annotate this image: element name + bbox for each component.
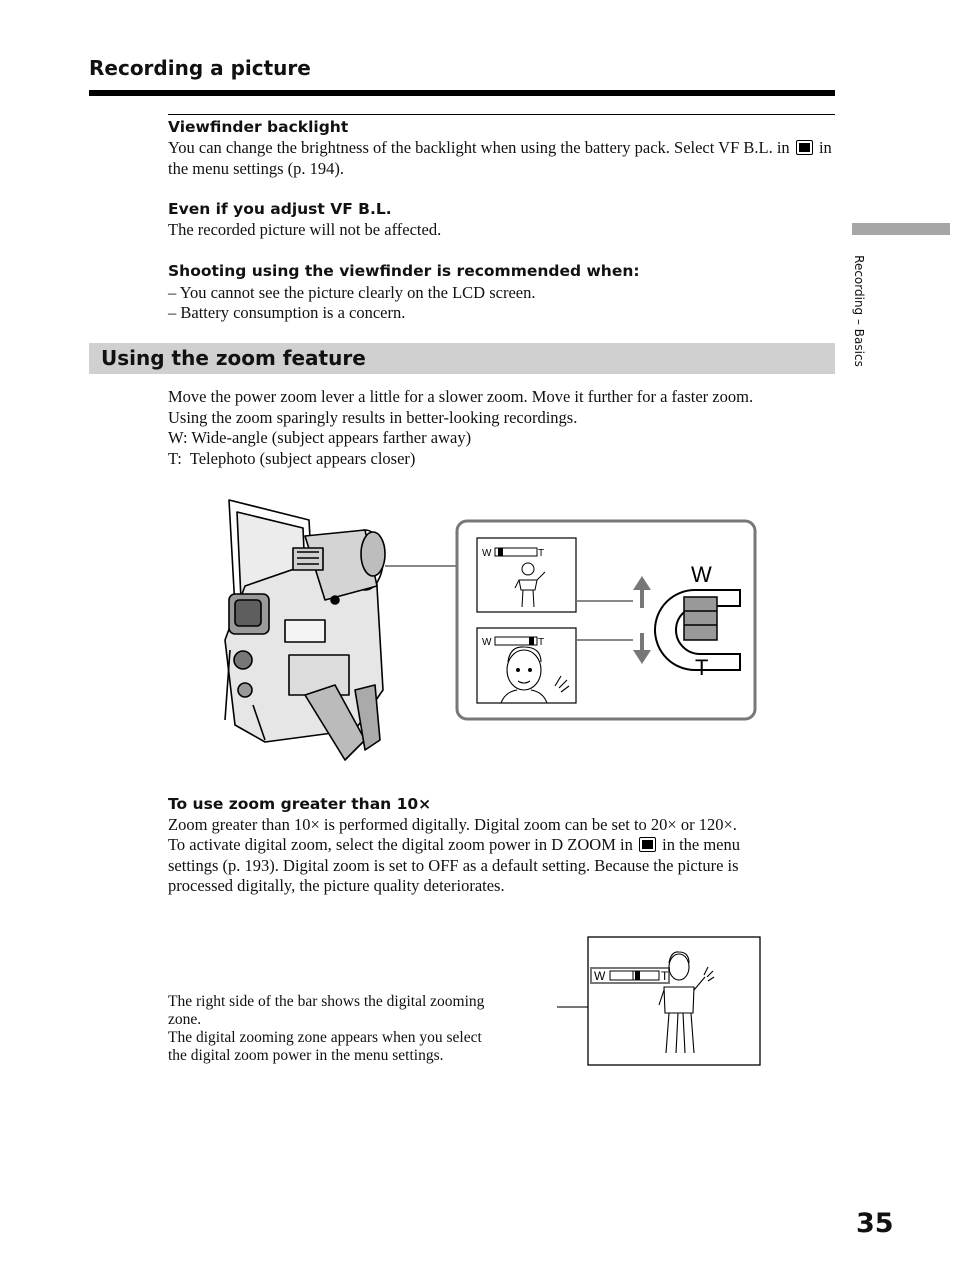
shooting-item: – Battery consumption is a concern. xyxy=(168,303,406,322)
lever-t-label: T xyxy=(695,655,709,680)
divider-rule xyxy=(168,114,835,115)
digital-bar-caption-line: the digital zoom power in the menu settings. xyxy=(168,1047,444,1064)
shooting-item: – You cannot see the picture clearly on the LCD screen. xyxy=(168,283,536,302)
title-rule xyxy=(89,90,835,96)
digital-zoom-text-line: processed digitally, the picture quality deteriorates. xyxy=(168,876,505,895)
tele-screen-w-label: W xyxy=(482,637,492,648)
shooting-recommended-heading: Shooting using the viewfinder is recommended when: xyxy=(168,262,640,280)
viewfinder-backlight-text xyxy=(168,138,836,179)
viewfinder-backlight-heading: Viewfinder backlight xyxy=(168,118,349,136)
zoom-paragraph-line: W: Wide-angle (subject appears farther away) xyxy=(168,428,472,447)
digital-zoom-heading: To use zoom greater than 10× xyxy=(168,795,432,813)
zoom-paragraph-line: Using the zoom sparingly results in better-looking recordings. xyxy=(168,408,578,427)
digital-zoom-text-a: To activate digital zoom, select the digital zoom power in D ZOOM in xyxy=(168,835,633,854)
even-if-adjust-text: The recorded picture will not be affected. xyxy=(168,220,442,239)
zoom-figure xyxy=(205,490,765,775)
tele-screen-t-label: T xyxy=(538,637,545,648)
zoom-paragraph-line: T: Telephoto (subject appears closer) xyxy=(168,449,416,468)
wide-screen-w-label: W xyxy=(482,548,492,559)
menu-camera-icon xyxy=(796,140,813,155)
viewfinder-backlight-text-b: in the menu settings (p. 194). xyxy=(168,138,832,178)
digital-zoom-text-line: Zoom greater than 10× is performed digitally. Digital zoom can be set to 20× or 120×. xyxy=(168,815,737,834)
digital-zoom-text-line xyxy=(168,835,740,856)
tele-screen-illustration xyxy=(477,628,576,703)
side-section-label: Recording – Basics xyxy=(852,255,866,367)
digital-bar-caption-line: The right side of the bar shows the digital zooming xyxy=(168,993,485,1010)
zoom-section-title: Using the zoom feature xyxy=(101,346,366,370)
camcorder-illustration xyxy=(225,500,385,760)
zoom-paragraph-line: Move the power zoom lever a little for a slower zoom. Move it further for a faster zoom. xyxy=(168,387,754,406)
digital-zoom-text-b: in the menu xyxy=(662,835,741,854)
page-number: 35 xyxy=(856,1208,894,1239)
section-title: Recording a picture xyxy=(89,56,311,80)
zoom-section-band xyxy=(89,343,835,374)
digital-bar-caption-line: The digital zooming zone appears when you select xyxy=(168,1029,482,1046)
viewfinder-backlight-text-a: You can change the brightness of the backlight when using the battery pack. Select VF B.L. in xyxy=(168,138,790,157)
even-if-adjust-heading: Even if you adjust VF B.L. xyxy=(168,200,392,218)
wide-screen-illustration xyxy=(477,538,576,612)
digital-zoom-text-line: settings (p. 193). Digital zoom is set to OFF as a default setting. Because the picture is xyxy=(168,856,739,875)
digital-bar-caption-line: zone. xyxy=(168,1011,202,1028)
digital-zoom-illustration xyxy=(555,935,765,1070)
menu-camera-icon xyxy=(639,837,656,852)
lever-w-label: W xyxy=(691,562,712,587)
digital-bar-t-label: T xyxy=(661,969,669,983)
wide-screen-t-label: T xyxy=(538,548,545,559)
digital-bar-w-label: W xyxy=(594,969,606,983)
side-tab-marker xyxy=(852,223,950,235)
